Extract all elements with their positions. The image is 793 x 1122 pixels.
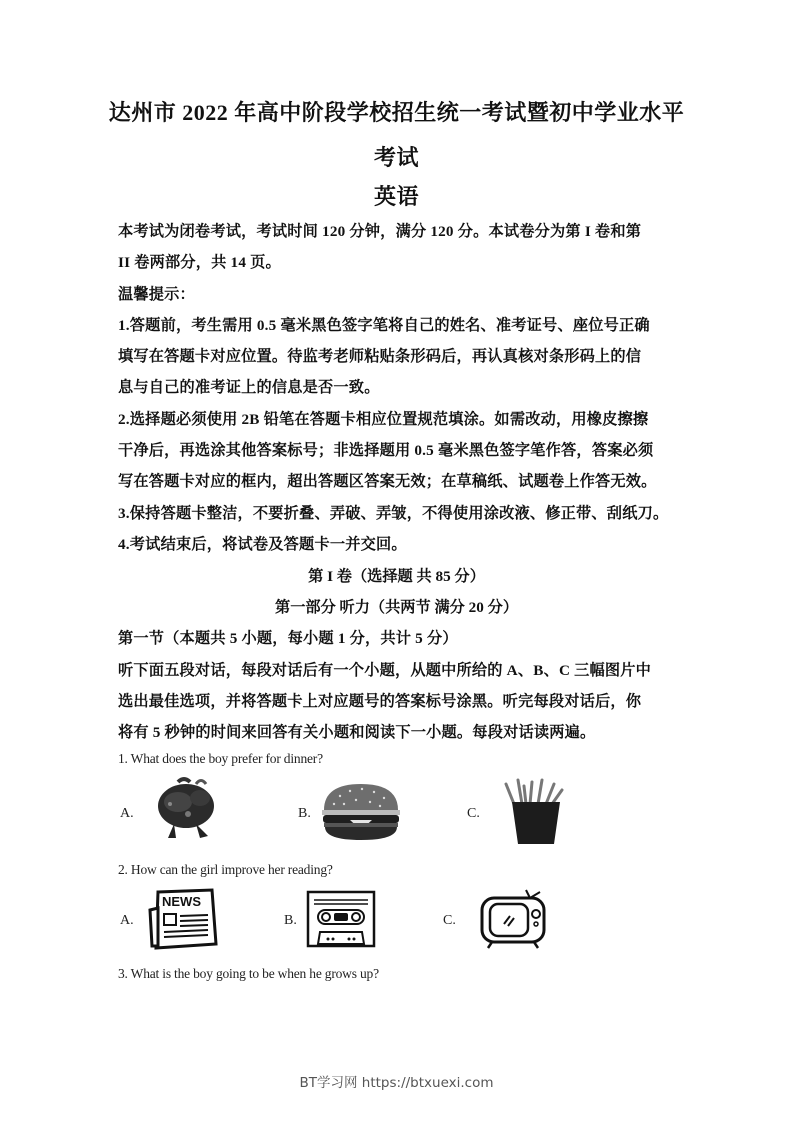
q2-option-a-label: A.	[120, 913, 134, 928]
q2-option-b-label: B.	[284, 913, 297, 928]
question-1-text: 1. What does the boy prefer for dinner?	[118, 751, 323, 766]
tip-3: 3.保持答题卡整洁，不要折叠、弄破、弄皱，不得使用涂改液、修正带、刮纸刀。	[118, 505, 669, 522]
cassette-tape-image	[306, 890, 376, 948]
tips-heading: 温馨提示：	[118, 286, 195, 303]
instructions-line-1: 听下面五段对话，每段对话后有一个小题，从题中所给的 A、B、C 三幅图片中	[118, 662, 652, 679]
tip-1-line-3: 息与自己的准考证上的信息是否一致。	[118, 379, 380, 396]
q1-option-b-label: B.	[298, 806, 311, 821]
exam-title-line-1: 达州市 2022 年高中阶段学校招生统一考试暨初中学业水平	[108, 100, 685, 125]
roast-chicken-image	[148, 774, 228, 844]
part-title: 第一部分 听力（共两节 满分 20 分）	[275, 599, 518, 616]
question-2-text: 2. How can the girl improve her reading?	[118, 862, 333, 877]
television-image	[478, 888, 550, 950]
tip-2-line-3: 写在答题卡对应的框内，超出答题区答案无效；在草稿纸、试题卷上作答无效。	[118, 473, 657, 490]
volume-title: 第 I 卷（选择题 共 85 分）	[308, 568, 485, 585]
subsection-title: 第一节（本题共 5 小题，每小题 1 分，共计 5 分）	[118, 630, 458, 647]
newspaper-image	[148, 888, 218, 950]
q1-option-c-label: C.	[467, 806, 480, 821]
subject-title: 英语	[373, 184, 419, 209]
watermark-footer: BT学习网 https://btxuexi.com	[299, 1075, 494, 1091]
question-3-text: 3. What is the boy going to be when he grows up?	[118, 966, 379, 981]
intro-line-2: II 卷两部分，共 14 页。	[118, 254, 281, 271]
exam-title-line-2: 考试	[373, 145, 419, 170]
tip-4: 4.考试结束后，将试卷及答题卡一并交回。	[118, 536, 407, 553]
intro-line-1: 本考试为闭卷考试，考试时间 120 分钟，满分 120 分。本试卷分为第 I 卷和第	[118, 223, 642, 240]
hamburger-image	[320, 782, 402, 842]
svg-text:NEWS: NEWS	[162, 894, 201, 909]
tip-1-line-1: 1.答题前，考生需用 0.5 毫米黑色签字笔将自己的姓名、准考证号、座位号正确	[118, 317, 650, 334]
instructions-line-3: 将有 5 秒钟的时间来回答有关小题和阅读下一小题。每段对话读两遍。	[118, 724, 596, 741]
french-fries-image	[500, 778, 570, 846]
q2-option-c-label: C.	[443, 913, 456, 928]
tip-1-line-2: 填写在答题卡对应位置。待监考老师粘贴条形码后，再认真核对条形码上的信	[118, 348, 642, 365]
tip-2-line-1: 2.选择题必须使用 2B 铅笔在答题卡相应位置规范填涂。如需改动，用橡皮擦擦	[118, 411, 649, 428]
instructions-line-2: 选出最佳选项，并将答题卡上对应题号的答案标号涂黑。听完每段对话后，你	[118, 693, 642, 710]
q1-option-a-label: A.	[120, 806, 134, 821]
tip-2-line-2: 干净后，再选涂其他答案标号；非选择题用 0.5 毫米黑色签字笔作答，答案必须	[118, 442, 654, 459]
